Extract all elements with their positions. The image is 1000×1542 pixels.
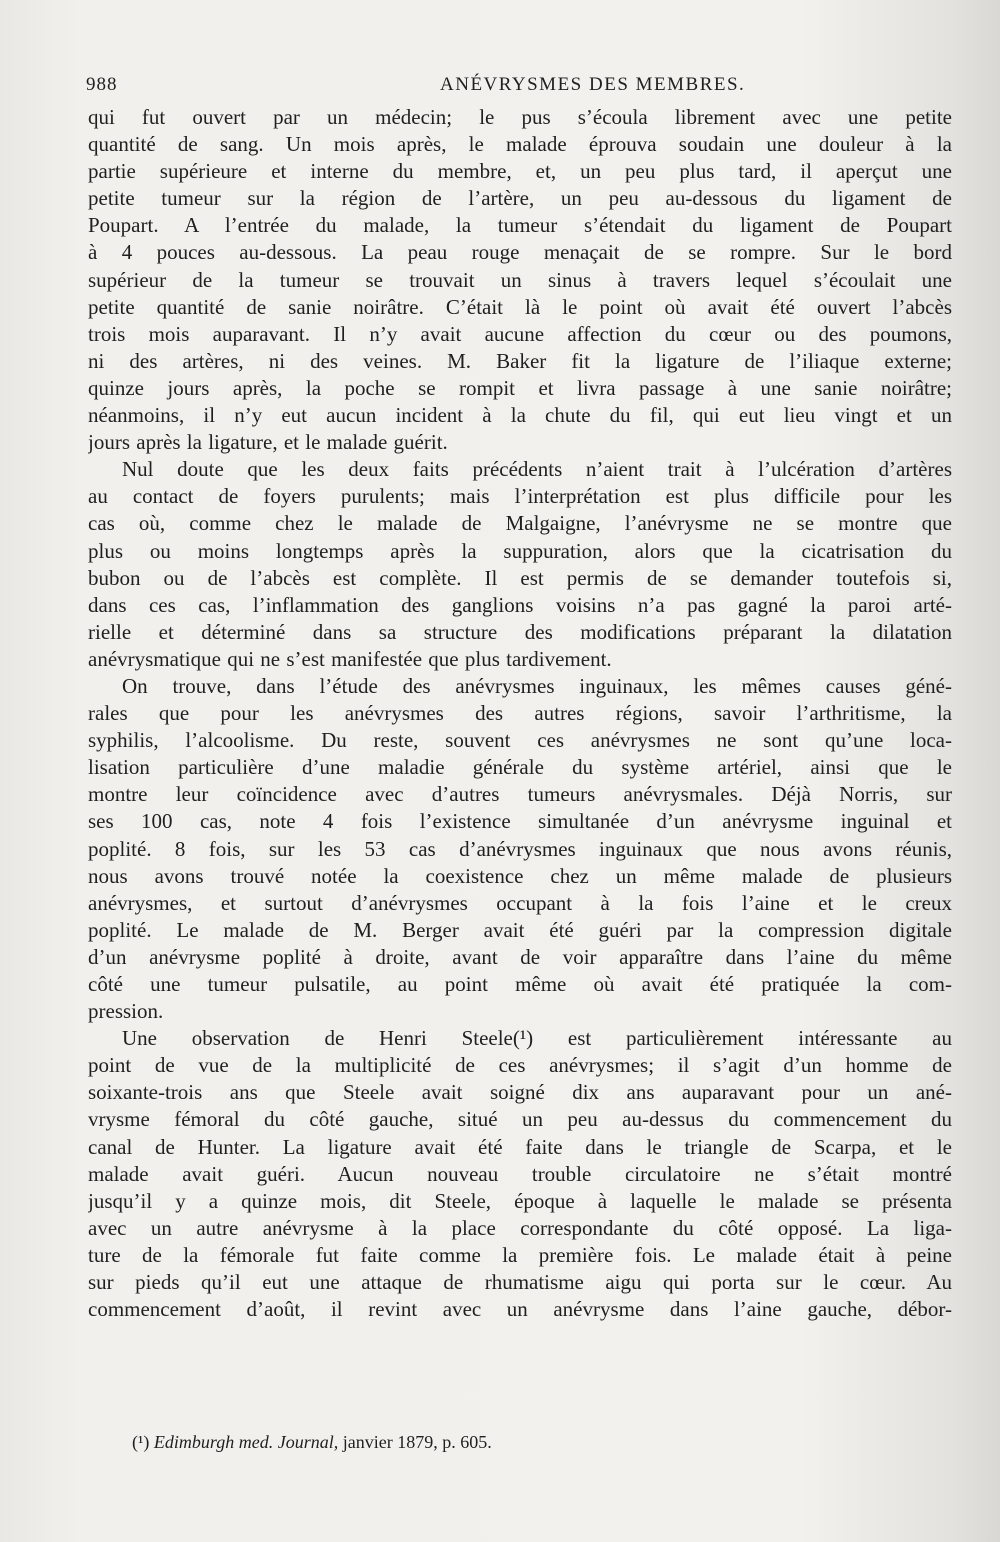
- text-line: plus ou moins longtemps après la suppuration, alors que la cicatrisation du: [88, 538, 952, 563]
- running-title: ANÉVRYSMES DES MEMBRES.: [440, 74, 746, 95]
- text-line: canal de Hunter. La ligature avait été faite dans le triangle de Scarpa, et le: [88, 1134, 952, 1159]
- text-line: quantité de sang. Un mois après, le malade éprouva soudain une douleur à la: [88, 132, 952, 157]
- body-text: [88, 104, 952, 1323]
- text-line: nous avons trouvé notée la coexistence chez un même malade de plusieurs: [88, 863, 952, 888]
- text-line: point de vue de la multiplicité de ces anévrysmes; il s’agit d’un homme de: [88, 1053, 952, 1078]
- footnote: [132, 1432, 492, 1453]
- text-line: montre leur coïncidence avec d’autres tumeurs anévrysmales. Déjà Norris, sur: [88, 782, 952, 807]
- text-line: malade avait guéri. Aucun nouveau trouble circulatoire ne s’était montré: [88, 1161, 952, 1186]
- text-line: poplité. Le malade de M. Berger avait été guéri par la compression digitale: [88, 917, 952, 942]
- text-line: qui fut ouvert par un médecin; le pus s’écoula librement avec une petite: [88, 105, 952, 129]
- text-line: jusqu’il y a quinze mois, dit Steele, époque à laquelle le malade se présenta: [88, 1188, 952, 1213]
- footnote-marker: (¹): [132, 1432, 150, 1452]
- text-line: syphilis, l’alcoolisme. Du reste, souvent ces anévrysmes ne sont qu’une loca-: [88, 728, 952, 753]
- text-line: ses 100 cas, note 4 fois l’existence simultanée d’un anévrysme inguinal et: [88, 809, 952, 834]
- text-line: soixante-trois ans que Steele avait soigné dix ans auparavant pour un ané-: [88, 1080, 952, 1105]
- text-line: Poupart. A l’entrée du malade, la tumeur s’étendait du ligament de Poupart: [88, 213, 952, 238]
- text-line: anévrysmatique qui ne s’est manifestée que plus tardivement.: [88, 646, 612, 671]
- text-line: lisation particulière d’une maladie générale du système artériel, ainsi que le: [88, 755, 952, 780]
- text-line: néanmoins, il n’y eut aucun incident à la chute du fil, qui eut lieu vingt et un: [88, 403, 952, 428]
- text-line: à 4 pouces au-dessous. La peau rouge menaçait de se rompre. Sur le bord: [88, 240, 952, 265]
- text-line: pression.: [88, 999, 164, 1024]
- text-line: avec un autre anévrysme à la place correspondante du côté opposé. La liga-: [88, 1215, 952, 1240]
- text-line: quinze jours après, la poche se rompit et livra passage à une sanie noirâtre;: [88, 375, 952, 400]
- text-line: commencement d’août, il revint avec un anévrysme dans l’aine gauche, débor-: [88, 1297, 952, 1322]
- text-line: trois mois auparavant. Il n’y avait aucune affection du cœur ou des poumons,: [88, 321, 952, 346]
- text-line: On trouve, dans l’étude des anévrysmes inguinaux, les mêmes causes géné-: [122, 673, 952, 698]
- footnote-journal: Edimburgh med. Journal,: [153, 1432, 339, 1452]
- text-line: anévrysmes, et surtout d’anévrysmes occupant à la fois l’aine et le creux: [88, 890, 952, 915]
- text-line: côté une tumeur pulsatile, au point même où avait été pratiquée la com-: [88, 972, 952, 996]
- text-line: poplité. 8 fois, sur les 53 cas d’anévrysmes inguinaux que nous avons réunis,: [88, 836, 952, 861]
- text-line: petite quantité de sanie noirâtre. C’était là le point où avait été ouvert l’abcès: [88, 294, 952, 319]
- text-line: petite tumeur sur la région de l’artère, un peu au-dessous du ligament de: [88, 186, 952, 211]
- text-line: partie supérieure et interne du membre, et, un peu plus tard, il aperçut une: [88, 159, 952, 184]
- text-line: rales que pour les anévrysmes des autres régions, savoir l’arthritisme, la: [88, 701, 952, 726]
- text-line: rielle et déterminé dans sa structure des modifications préparant la dilatation: [88, 619, 952, 644]
- text-line: ture de la fémorale fut faite comme la première fois. Le malade était à peine: [88, 1242, 952, 1267]
- text-line: dans ces cas, l’inflammation des ganglions voisins n’a pas gagné la paroi arté-: [88, 592, 952, 617]
- text-line: vrysme fémoral du côté gauche, situé un peu au-dessus du commencement du: [88, 1107, 952, 1132]
- text-line: ni des artères, ni des veines. M. Baker fit la ligature de l’iliaque externe;: [88, 348, 952, 373]
- text-line: au contact de foyers purulents; mais l’interprétation est plus difficile pour les: [88, 484, 952, 509]
- text-line: cas où, comme chez le malade de Malgaigne, l’anévrysme ne se montre que: [88, 511, 952, 536]
- text-line: Nul doute que les deux faits précédents n’aient trait à l’ulcération d’artères: [122, 457, 952, 482]
- text-line: supérieur de la tumeur se trouvait un sinus à travers lequel s’écoulait une: [88, 267, 952, 292]
- footnote-reference: janvier 1879, p. 605.: [342, 1432, 492, 1452]
- page-header: [86, 74, 946, 104]
- text-line: jours après la ligature, et le malade guérit.: [88, 430, 448, 455]
- text-line: d’un anévrysme poplité à droite, avant de voir apparaître dans l’aine du même: [88, 944, 952, 969]
- text-line: bubon ou de l’abcès est complète. Il est permis de se demander toutefois si,: [88, 565, 952, 590]
- text-line: Une observation de Henri Steele(¹) est particulièrement intéressante au: [122, 1026, 952, 1051]
- text-line: sur pieds qu’il eut une attaque de rhumatisme aigu qui porta sur le cœur. Au: [88, 1270, 952, 1295]
- page-number: 988: [86, 74, 118, 95]
